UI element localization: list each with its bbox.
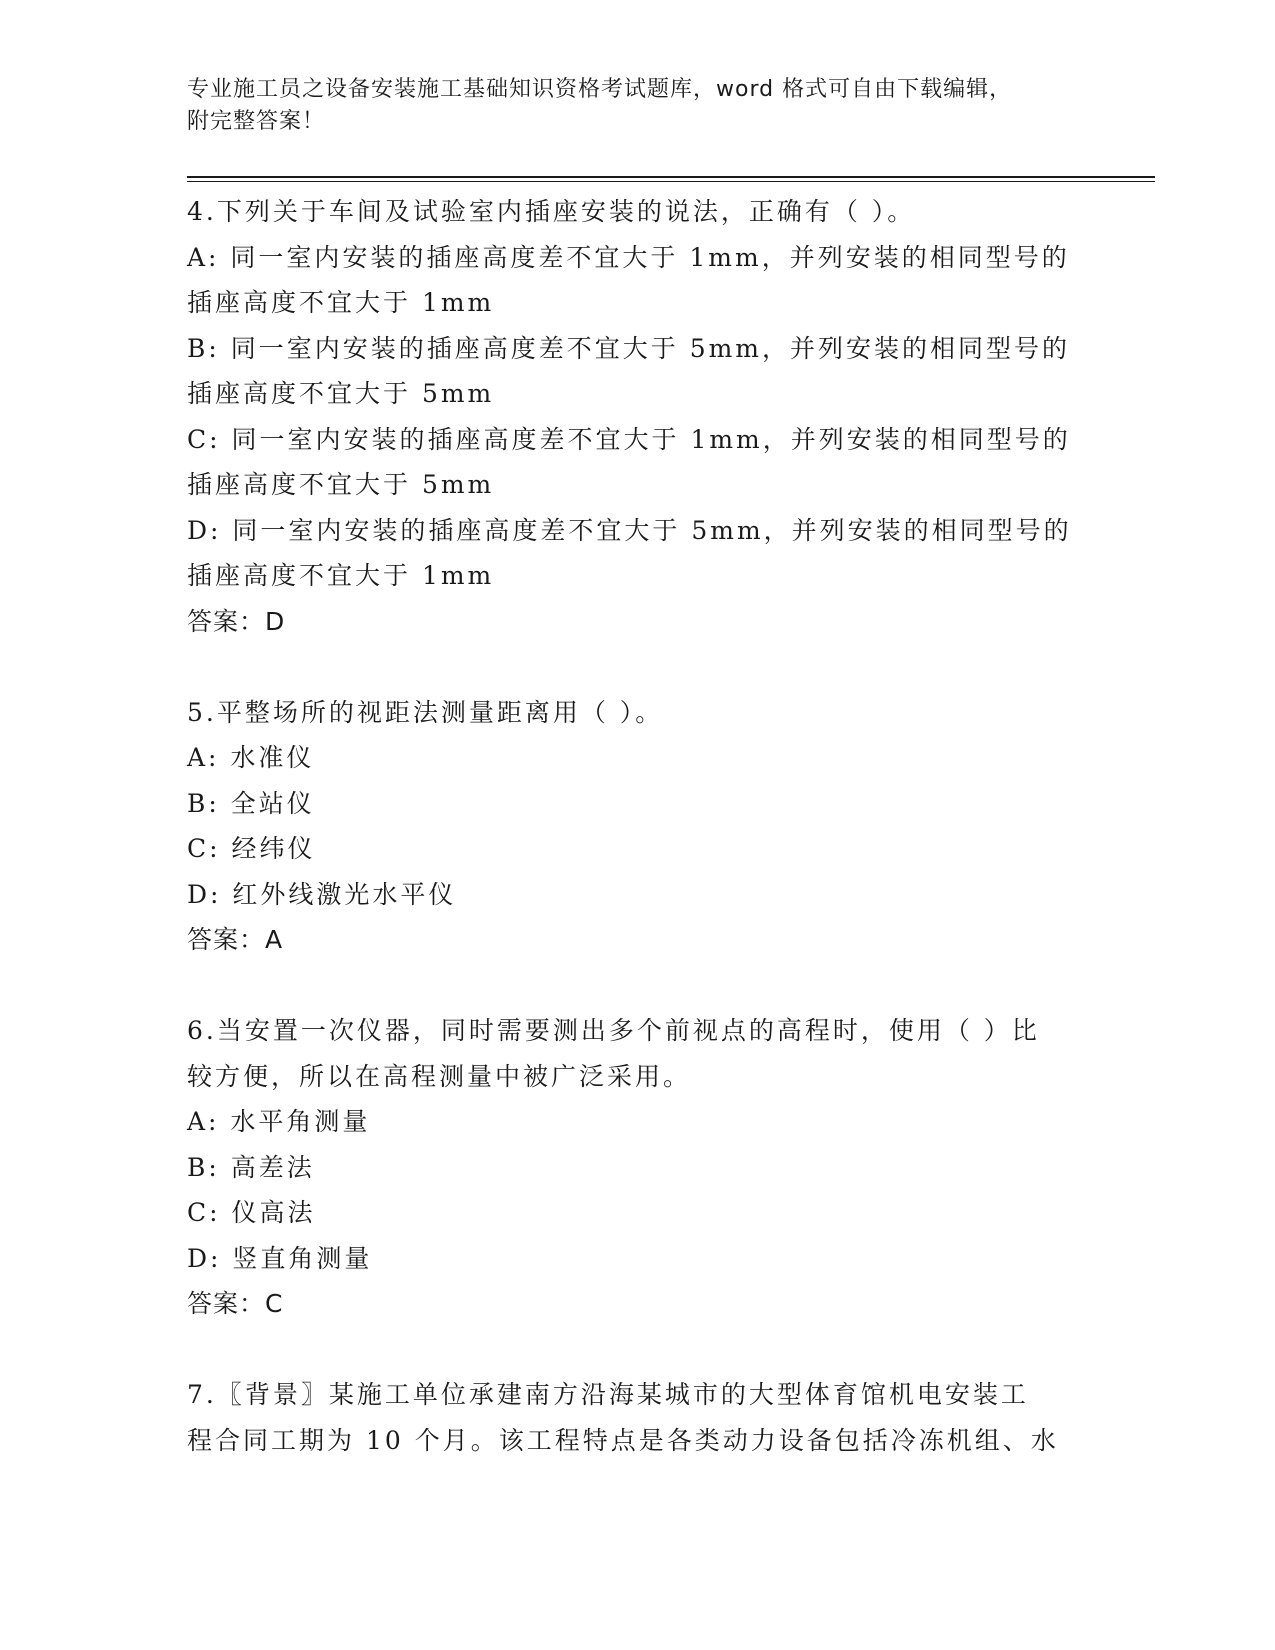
option-d: D: 红外线激光水平仪 bbox=[187, 879, 457, 909]
option-d: D: 竖直角测量 bbox=[187, 1243, 373, 1273]
option-c: C: 经纬仪 bbox=[187, 834, 316, 863]
question-stem: 7.〖背景〗某施工单位承建南方沿海某城市的大型体育馆机电安装工 bbox=[187, 1380, 1029, 1409]
answer: 答案：C bbox=[187, 1289, 284, 1318]
document-header bbox=[187, 74, 1067, 138]
spacer bbox=[187, 1327, 1087, 1373]
header-rule-thick bbox=[187, 176, 1155, 178]
option-a: A: 同一室内安装的插座高度差不宜大于 1mm，并列安装的相同型号的 插座高度不宜大于 1mm bbox=[187, 242, 1070, 317]
answer: 答案：D bbox=[187, 606, 286, 636]
question-stem: 4.下列关于车间及试验室内插座安装的说法，正确有（ ）。 bbox=[187, 197, 916, 226]
header-rule-thin bbox=[187, 181, 1155, 182]
question-7 bbox=[187, 1372, 1087, 1463]
option-c: C: 仪高法 bbox=[187, 1198, 316, 1227]
spacer bbox=[187, 963, 1087, 1009]
option-b: B: 同一室内安装的插座高度差不宜大于 5mm，并列安装的相同型号的 插座高度不宜大于 5mm bbox=[187, 333, 1071, 408]
question-stem: 5.平整场所的视距法测量距离用（ ）。 bbox=[187, 697, 664, 727]
spacer bbox=[187, 644, 1087, 690]
question-stem: 6.当安置一次仪器，同时需要测出多个前视点的高程时，使用（ ）比 bbox=[187, 1016, 1040, 1045]
option-a: A: 水平角测量 bbox=[187, 1107, 371, 1136]
option-a: A: 水准仪 bbox=[187, 743, 315, 772]
answer: 答案：A bbox=[187, 925, 284, 954]
question-6 bbox=[187, 1008, 1087, 1327]
option-b: B: 高差法 bbox=[187, 1152, 315, 1182]
question-stem-continued: 程合同工期为 10 个月。该工程特点是各类动力设备包括冷冻机组、水 bbox=[187, 1425, 1059, 1455]
question-stem-continued: 较方便，所以在高程测量中被广泛采用。 bbox=[187, 1061, 692, 1091]
question-list bbox=[187, 189, 1087, 1463]
option-d: D: 同一室内安装的插座高度差不宜大于 5mm，并列安装的相同型号的 插座高度不宜大于 1mm bbox=[187, 515, 1072, 590]
option-c: C: 同一室内安装的插座高度差不宜大于 1mm，并列安装的相同型号的 插座高度不宜大于 5mm bbox=[187, 424, 1071, 499]
question-5 bbox=[187, 690, 1087, 963]
option-b: B: 全站仪 bbox=[187, 788, 315, 818]
header-line-1: 专业施工员之设备安装施工基础知识资格考试题库，word 格式可自由下载编辑， bbox=[187, 77, 1013, 102]
header-line-2: 附完整答案！ bbox=[187, 109, 326, 134]
question-4 bbox=[187, 189, 1087, 644]
